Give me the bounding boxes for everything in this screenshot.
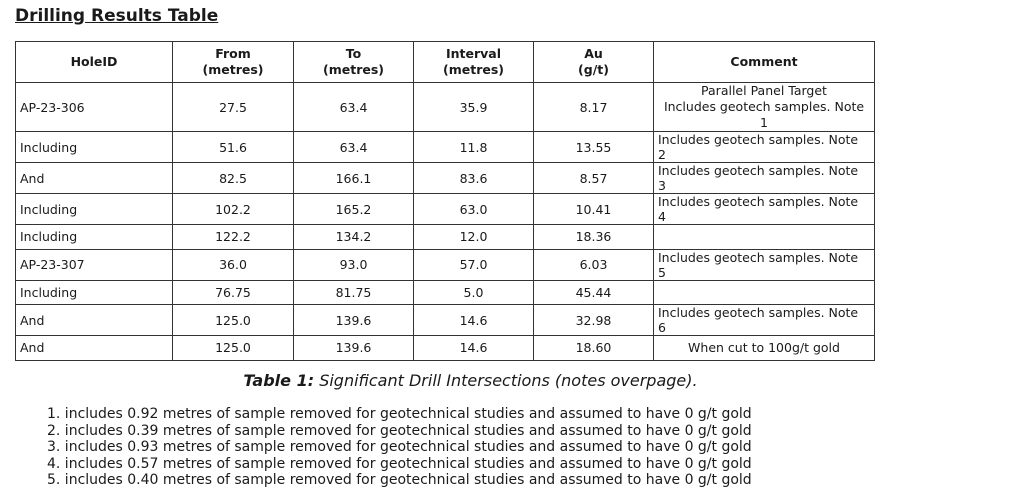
header-au: Au (g/t) [534,42,654,83]
cell-au: 10.41 [534,194,654,225]
cell-to: 139.6 [294,305,414,336]
notes-list [47,406,752,489]
cell-comment: Includes geotech samples. Note 2 [654,132,875,163]
cell-comment: Includes geotech samples. Note 5 [654,249,875,280]
header-from: From (metres) [173,42,294,83]
note-item: 1. includes 0.92 metres of sample removed for geotechnical studies and assumed to have 0 g/t gold [47,406,752,422]
cell-interval: 12.0 [414,225,534,250]
cell-interval: 14.6 [414,336,534,361]
cell-to: 63.4 [294,132,414,163]
caption-label: Table 1: [243,371,315,390]
table-row [16,132,875,163]
table-caption [0,371,941,390]
cell-from: 122.2 [173,225,294,250]
cell-from: 51.6 [173,132,294,163]
cell-from: 76.75 [173,280,294,305]
table-row [16,194,875,225]
cell-from: 27.5 [173,83,294,132]
cell-to: 134.2 [294,225,414,250]
cell-au: 8.17 [534,83,654,132]
cell-holeid: And [16,305,173,336]
comment-line-2: Includes geotech samples. Note 1 [663,99,865,130]
cell-holeid: And [16,163,173,194]
cell-from: 102.2 [173,194,294,225]
cell-to: 93.0 [294,249,414,280]
cell-holeid: Including [16,280,173,305]
cell-interval: 14.6 [414,305,534,336]
cell-to: 81.75 [294,280,414,305]
cell-to: 139.6 [294,336,414,361]
page-title: Drilling Results Table [15,6,219,26]
note-item: 4. includes 0.57 metres of sample removed for geotechnical studies and assumed to have 0 g/t gold [47,455,752,472]
cell-comment: Includes geotech samples. Note 3 [654,163,875,194]
cell-to: 166.1 [294,163,414,194]
table-row [16,163,875,194]
cell-from: 125.0 [173,336,294,361]
cell-to: 165.2 [294,194,414,225]
cell-interval: 35.9 [414,83,534,132]
header-comment: Comment [654,42,875,83]
cell-interval: 11.8 [414,132,534,163]
cell-from: 36.0 [173,249,294,280]
drilling-results-table [15,41,875,361]
cell-au: 32.98 [534,305,654,336]
cell-au: 18.60 [534,336,654,361]
header-interval: Interval (metres) [414,42,534,83]
cell-interval: 5.0 [414,280,534,305]
header-holeid: HoleID [16,42,173,83]
cell-au: 45.44 [534,280,654,305]
cell-holeid: Including [16,132,173,163]
header-to: To (metres) [294,42,414,83]
cell-interval: 83.6 [414,163,534,194]
note-item: 2. includes 0.39 metres of sample removed for geotechnical studies and assumed to have 0 g/t gold [47,422,752,439]
cell-from: 125.0 [173,305,294,336]
cell-au: 8.57 [534,163,654,194]
cell-holeid: AP-23-307 [16,249,173,280]
cell-to: 63.4 [294,83,414,132]
cell-comment [654,280,875,305]
cell-holeid: And [16,336,173,361]
note-item: 5. includes 0.40 metres of sample removed for geotechnical studies and assumed to have 0 g/t gold [47,472,752,489]
table-row [16,249,875,280]
cell-interval: 63.0 [414,194,534,225]
table-row [16,225,875,250]
cell-au: 6.03 [534,249,654,280]
table-row [16,83,875,132]
caption-text: Significant Drill Intersections (notes overpage). [314,371,698,390]
cell-au: 13.55 [534,132,654,163]
comment-line-1: Parallel Panel Target [701,83,827,98]
table-row [16,280,875,305]
cell-comment: When cut to 100g/t gold [654,336,875,361]
cell-interval: 57.0 [414,249,534,280]
table-row [16,305,875,336]
table-header-row [16,42,875,83]
cell-comment: Includes geotech samples. Note 6 [654,305,875,336]
cell-from: 82.5 [173,163,294,194]
table-row [16,336,875,361]
cell-comment: Includes geotech samples. Note 4 [654,194,875,225]
cell-comment [654,225,875,250]
cell-holeid: Including [16,225,173,250]
note-item: 3. includes 0.93 metres of sample removed for geotechnical studies and assumed to have 0 g/t gold [47,439,752,456]
cell-comment [654,83,875,132]
cell-holeid: AP-23-306 [16,83,173,132]
cell-au: 18.36 [534,225,654,250]
cell-holeid: Including [16,194,173,225]
